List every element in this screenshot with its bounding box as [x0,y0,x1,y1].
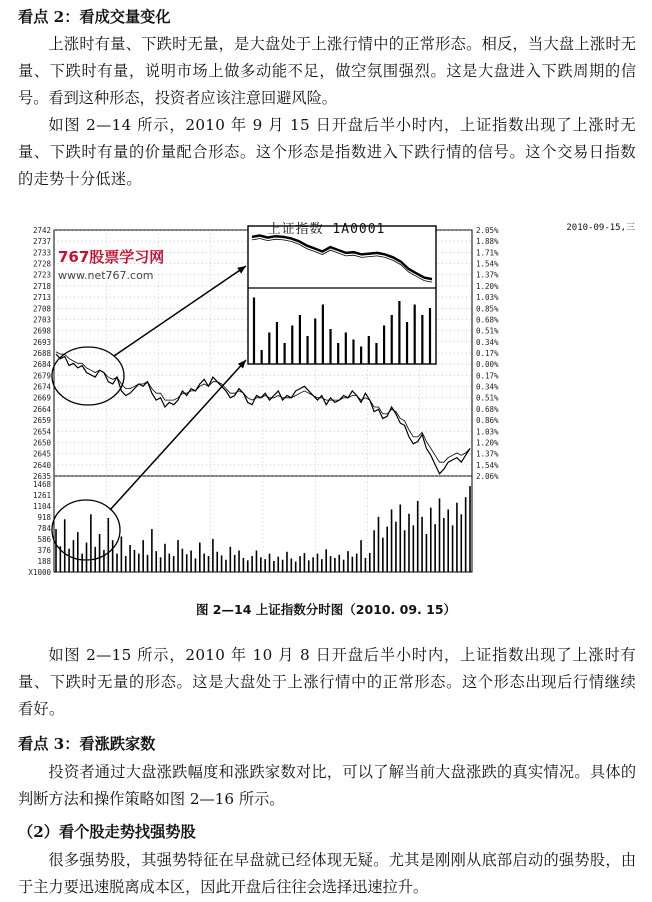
y-tick-label: 2718 [32,281,51,291]
y-tick-label: 2708 [32,304,51,314]
paragraph-strong-stocks: 很多强势股，其强势特征在早盘就已经体现无疑。尤其是刚刚从底部启动的强势股，由于主力要迅速脱离成本区，因此开盘后往往会选择迅速拉升。 [18,851,636,896]
chart-title: 上证指数 1A0001 [267,222,386,237]
y-tick-label: 2669 [32,393,51,403]
pct-tick-label: 1.37% [476,449,499,459]
y-tick-label: 2703 [32,315,51,325]
y-tick-label: 2654 [32,427,51,437]
y-tick-label: 2650 [32,438,51,448]
watermark-logo [58,246,164,282]
y-tick-label: 2737 [32,237,51,247]
pct-tick-label: 0.51% [476,326,499,336]
average-price-line [56,352,470,462]
pct-tick-label: 0.17% [476,349,499,358]
pct-tick-label: 1.03% [476,427,499,437]
pct-tick-label: 0.34% [476,337,499,347]
pct-tick-label: 0.68% [476,404,499,414]
pct-tick-label: 1.20% [476,281,499,291]
paragraph-figure-2-15: 如图 2—15 所示，2010 年 10 月 8 日开盘后半小时内，上证指数出现了上涨时有量、下跌时无量的形态。这是大盘处于上涨行情中的正常形态。这个形态出现后行情继续看好。 [18,646,636,718]
pct-tick-label: 1.20% [476,438,499,448]
figure-caption: 图 2—14 上证指数分时图（2010. 09. 15） [195,602,457,617]
pct-tick-label: 1.54% [476,460,499,470]
volume-tick-label: X1000 [28,568,51,577]
pct-tick-label: 1.71% [476,248,499,258]
y-tick-label: 2688 [32,349,51,358]
pct-tick-label: 2.05% [476,226,499,235]
pct-tick-label: 0.17% [476,371,499,381]
section-heading-volume: 看点 2：看成交量变化 [18,8,171,26]
highlight-ellipse-price [52,347,124,405]
y-tick-label: 2674 [32,382,51,392]
volume-tick-label: 188 [37,557,51,566]
y-tick-label: 2684 [32,360,51,370]
volume-tick-label: 1468 [32,480,51,489]
pct-tick-label: 0.68% [476,315,499,325]
y-tick-label: 2723 [32,270,51,280]
paragraph-figure-2-14-intro: 如图 2—14 所示，2010 年 9 月 15 日开盘后半小时内，上证指数出现了上涨时无量、下跌时有量的价量配合形态。这个形态是指数进入下跌行情的信号。这个交易日指数的走势十分低迷。 [18,116,636,188]
pct-tick-label: 0.51% [476,393,499,403]
pct-tick-label: 0.86% [476,416,499,426]
intraday-chart [18,218,635,580]
paragraph-advance-decline: 投资者通过大盘涨跌幅度和涨跌家数对比，可以了解当前大盘涨跌的真实情况。具体的判断方法和操作策略如图 2—16 所示。 [18,763,636,808]
watermark-brand: 767股票学习网 [58,248,165,266]
y-tick-label: 2664 [32,404,51,414]
section-heading-strong-stocks: （2）看个股走势找强势股 [18,823,196,841]
y-tick-label: 2698 [32,326,51,336]
y-tick-label: 2640 [32,460,51,470]
y-tick-label: 2659 [32,416,51,426]
pct-tick-label: 0.00% [476,360,499,370]
y-tick-label: 2693 [32,337,51,347]
pct-tick-label: 2.06% [476,472,499,481]
arrow-to-inset-volume [110,360,246,510]
pct-tick-label: 1.03% [476,293,499,303]
arrow-to-inset-price-head [237,266,246,274]
section-heading-advance-decline: 看点 3：看涨跌家数 [18,735,156,753]
y-tick-label: 2713 [32,293,51,303]
y-tick-label: 2645 [32,449,51,459]
pct-tick-label: 0.85% [476,304,499,314]
y-tick-label: 2733 [32,248,51,258]
paragraph-volume-explanation: 上涨时有量、下跌时无量，是大盘处于上涨行情中的正常形态。相反，当大盘上涨时无量、下跌时有量，说明市场上做多动能不足，做空氛围强烈。这是大盘进入下跌周期的信号。看到这种形态，投资者应该注意回避风险。 [18,35,636,107]
y-tick-label: 2635 [32,472,51,481]
pct-tick-label: 0.34% [476,382,499,392]
watermark-url: www.net767.com [58,269,154,282]
volume-tick-label: 376 [37,546,51,555]
volume-tick-label: 784 [37,524,51,533]
y-tick-label: 2679 [32,371,51,381]
pct-tick-label: 1.37% [476,270,499,280]
chart-date: 2010-09-15,三 [566,223,635,233]
pct-tick-label: 1.54% [476,259,499,269]
volume-tick-label: 918 [37,513,51,522]
y-tick-label: 2728 [32,259,51,269]
volume-tick-label: 586 [37,535,51,544]
pct-tick-label: 1.88% [476,237,499,247]
y-tick-label: 2742 [32,226,51,235]
price-line [56,354,470,474]
volume-tick-label: 1104 [32,502,51,511]
volume-tick-label: 1261 [32,491,51,500]
